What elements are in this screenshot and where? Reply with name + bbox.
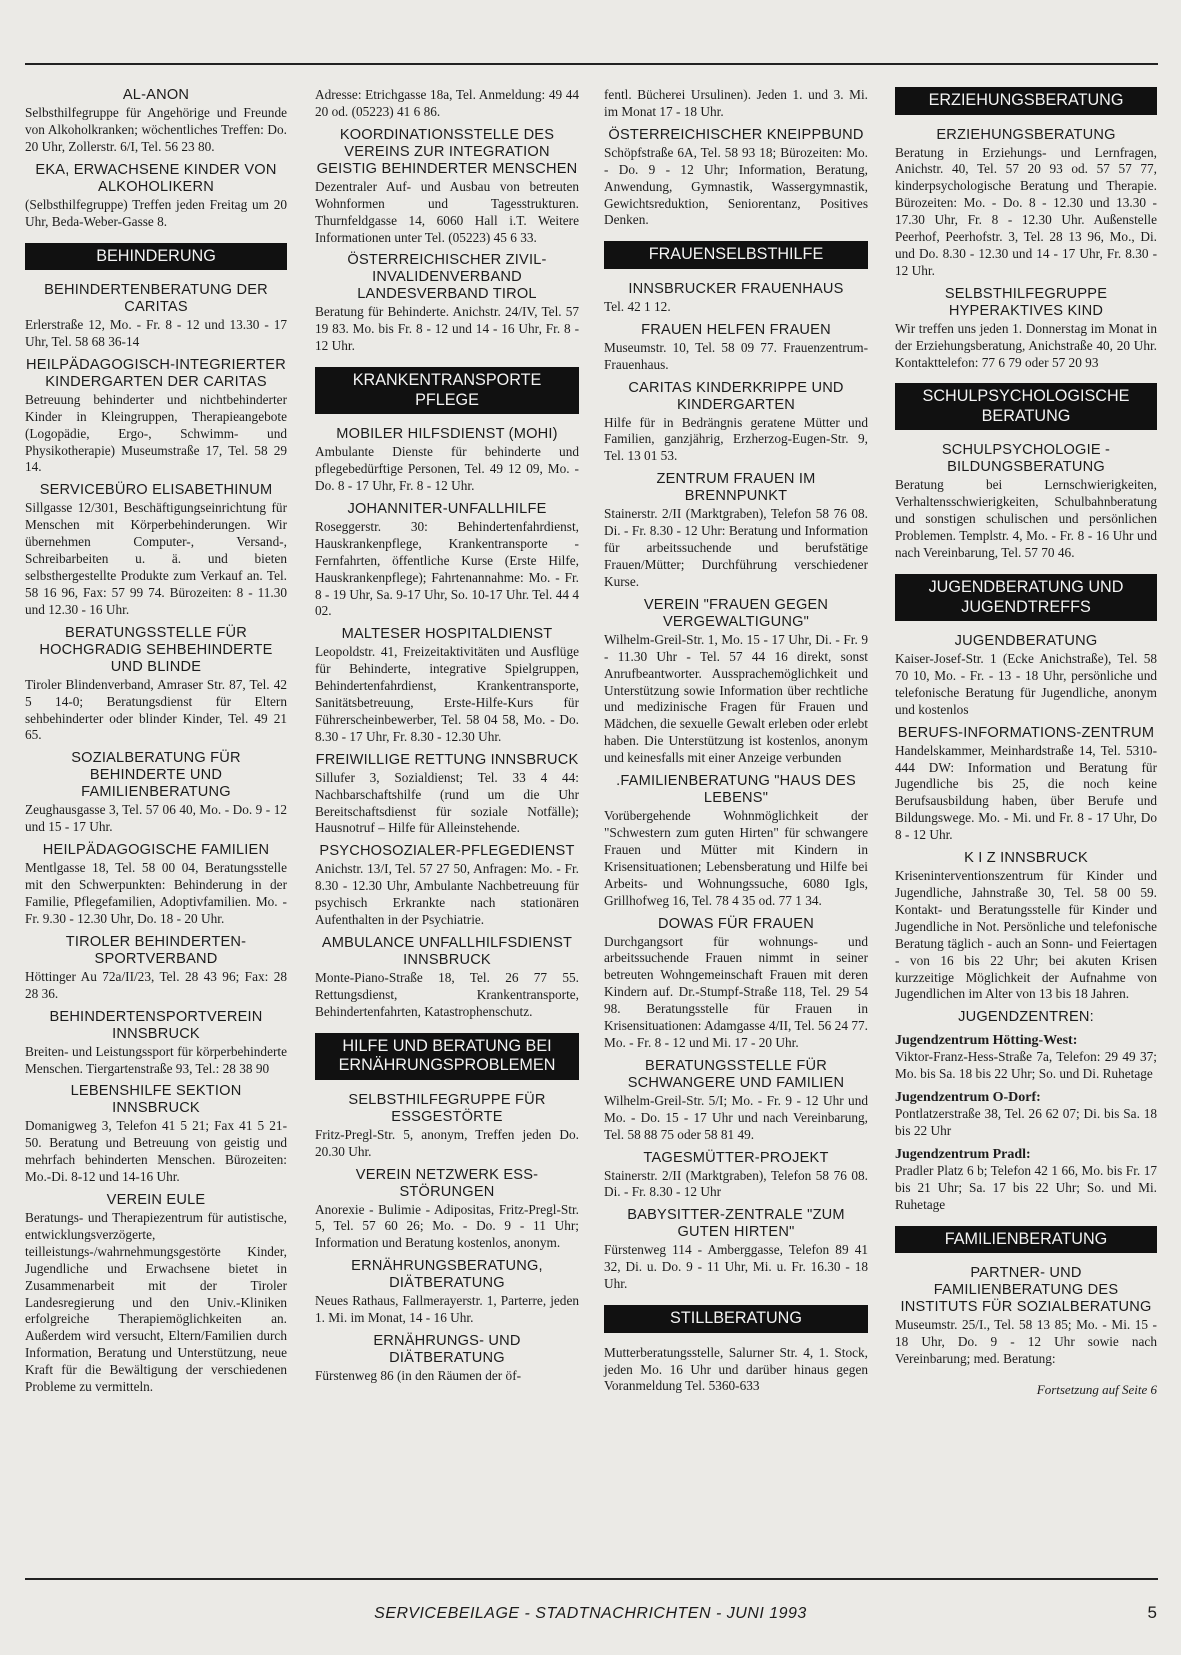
section-header: ERZIEHUNGSBERATUNG <box>895 87 1157 115</box>
entry-body: Stainerstr. 2/II (Marktgraben), Telefon 58 76 08. Di. - Fr. 8.30 - 12 Uhr: Beratung und Information für arbeitssuchende und berufstätige Frauen/Mütter; Durchführung verschiedener Kurse. <box>604 506 868 589</box>
listing-entry <box>604 281 868 316</box>
entry-body: Pontlatzerstraße 38, Tel. 26 62 07; Di. bis Sa. 18 bis 22 Uhr <box>895 1106 1157 1139</box>
entry-heading: MOBILER HILFSDIENST (MOHI) <box>336 426 558 443</box>
column-2 <box>315 87 579 1391</box>
entry-body: Kriseninterventionszentrum für Kinder und Jugendliche, Jahnstraße 30, Tel. 58 00 59. Kontakt- und Beratungsstelle für Kinder und Jugendliche in Not. Persönliche und telefonische Beratung täglich - auch an Sonn- und Feiertagen - von 16 bis 22 Uhr; bei akuten Krisen kurzzeitige Möglichkeit der Aufnahme von Jugendlichen im Alter von 13 bis 18 Jahren. <box>895 868 1157 1002</box>
entry-body: Viktor-Franz-Hess-Straße 7a, Telefon: 29 49 37; Mo. bis Sa. 18 bis 22 Uhr; So. und Di. Ruhetage <box>895 1049 1157 1082</box>
listing-entry <box>604 1345 868 1396</box>
entry-heading: BERATUNGSSTELLE FÜR HOCHGRADIG SEHBEHINDERTE UND BLINDE <box>39 624 273 675</box>
entry-body: Kaiser-Josef-Str. 1 (Ecke Anichstraße), Tel. 58 70 10, Mo. - Fr. - 13 - 18 Uhr, persönliche und telefonische Beratung für Jugendliche, anonym und kostenlos <box>895 651 1157 717</box>
entry-body: fentl. Bücherei Ursulinen). Jeden 1. und 3. Mi. im Monat 17 - 18 Uhr. <box>604 87 868 119</box>
entry-heading: TIROLER BEHINDERTEN-SPORTVERBAND <box>65 933 247 967</box>
entry-heading: AMBULANCE UNFALLHILFSDIENST INNSBRUCK <box>321 935 573 968</box>
section-header: FRAUENSELBSTHILFE <box>604 241 868 269</box>
entry-body: Wilhelm-Greil-Str. 1, Mo. 15 - 17 Uhr, Di. - Fr. 9 - 11.30 Uhr - Tel. 57 44 16 direkt, sonst Anrufbeantworter. Aussprachemöglichkeit und Unterstützung sowie Information über rechtliche und medizinische Fragen für Frauen und Mädchen, die sexuelle Gewalt erleben oder erlebt haben. Die Unterstützung ist kostenlos, anonym und keinesfalls mit einer Anzeige verbunden <box>604 631 868 766</box>
listing-entry <box>315 935 579 1021</box>
listing-entry <box>895 442 1157 562</box>
entry-body: Beratung bei Lernschwierigkeiten, Verhaltensschwierigkeiten, Schulbahnberatung und sonstigen schulischen und persönlichen Problemen. Templstr. 4, Mo. - Fr. 8 - 16 Uhr und nach Vereinbarung, Tel. 57 70 46. <box>895 477 1157 561</box>
entry-heading: .FAMILIENBERATUNG "HAUS DES LEBENS" <box>616 773 856 807</box>
entry-body: Tiroler Blindenverband, Amraser Str. 87, Tel. 42 5 14-0; Beratungsdienst für Eltern sehbehinderter oder blinder Kinder, Tel. 49 21 65. <box>25 676 287 743</box>
entry-body: Sillufer 3, Sozialdienst; Tel. 33 4 44: Nachbarschaftshilfe (rund um die Uhr Bereitschaftsdienst für soziale Notfälle); Hausnotruf – Hilfe für Alleinstehende. <box>315 769 579 836</box>
entry-body: Durchgangsort für wohnungs- und arbeitssuchende Frauen nimmt in seiner betreuten Wohngemeinschaft Frauen mit deren Kindern auf. Dr.-Stumpf-Straße 118, Tel. 29 54 98. Beratungsstelle für Frauen in Krisensituationen: Adamgasse 4/II, Tel. 56 24 77. Mo. - Fr. 8 - 12 und Mi. 17 - 20 Uhr. <box>604 933 868 1050</box>
entry-body: Selbsthilfegruppe für Angehörige und Freunde von Alkoholkranken; wöchentliches Treffen: Do. 20 Uhr, Zollerstr. 6/I, Tel. 56 23 80. <box>25 105 287 154</box>
entry-heading: MALTESER HOSPITALDIENST <box>341 626 553 643</box>
entry-body: Fürstenweg 114 - Amberggasse, Telefon 89 41 32, Di. u. Do. 9 - 11 Uhr, Mi. u. Fr. 16.30 - 18 Uhr. <box>604 1242 868 1292</box>
listing-entry <box>315 843 579 929</box>
entry-body: Fritz-Pregl-Str. 5, anonym, Treffen jeden Do. 20.30 Uhr. <box>315 1126 579 1159</box>
entry-body: Stainerstr. 2/II (Marktgraben), Telefon 58 76 08. Di. - Fr. 8.30 - 12 Uhr <box>604 1167 868 1200</box>
listing-entry <box>604 471 868 591</box>
entry-body: Vorübergehende Wohnmöglichkeit der "Schwestern zum guten Hirten" für schwangere Frauen und Mütter mit Kindern in Krisensituationen; Lebensberatung und Hilfe bei Arbeits- und Wohnungssuche, 6080 Igls, Grillhofweg 16, Tel. 78 4 35 od. 77 1 34. <box>604 808 868 908</box>
entry-heading: FRAUEN HELFEN FRAUEN <box>641 321 831 338</box>
entry-heading: VEREIN EULE <box>106 1192 206 1209</box>
entry-heading: TAGESMÜTTER-PROJEKT <box>643 1149 829 1166</box>
entry-subheading: Jugendzentrum Hötting-West: <box>895 1033 1078 1049</box>
entry-heading: KOORDINATIONSSTELLE DES VEREINS ZUR INTEGRATION GEISTIG BEHINDERTER MENSCHEN <box>316 126 578 177</box>
entry-heading: HEILPÄDAGOGISCH-INTEGRIERTER KINDERGARTEN DER CARITAS <box>26 356 286 390</box>
section-header: SCHULPSYCHOLOGISCHE BERATUNG <box>895 383 1157 430</box>
listing-entry <box>25 282 287 351</box>
entry-body: Mentlgasse 18, Tel. 58 00 04, Beratungsstelle mit den Schwerpunkten: Behinderung in der Familie, Pflegefamilien, Adoptivfamilien. Mo. - Fr. 9.30 - 12.30 Uhr, Do. 18 - 20 Uhr. <box>25 860 287 926</box>
listing-entry <box>604 380 868 466</box>
entry-heading: FREIWILLIGE RETTUNG INNSBRUCK <box>315 751 579 768</box>
listing-entry <box>25 357 287 477</box>
entry-heading: JOHANNITER-UNFALLHILFE <box>347 500 547 517</box>
column-4 <box>895 87 1157 1398</box>
entry-body: Sillgasse 12/301, Beschäftigungseinrichtung für Menschen mit Körperbehinderungen. Wir übernehmen Computer-, Versand-, Schreibarbeiten u. ä. und bieten selbsthergestellte Produkte zum Verkauf an. Tel. 58 16 96, Fax: 57 99 74. Bürozeiten: 8 - 11.30 und 12.30 - 16 Uhr. <box>25 500 287 617</box>
entry-body: Höttinger Au 72a/II/23, Tel. 28 43 96; Fax: 28 28 36. <box>25 968 287 1001</box>
entry-body: Anichstr. 13/I, Tel. 57 27 50, Anfragen: Mo. - Fr. 8.30 - 12.30 Uhr, Ambulante Nachbetreuung für psychisch Erkrankte nach stationären Aufenthalten in der Psychiatrie. <box>315 861 579 928</box>
entry-heading: ERNÄHRUNGS- UND DIÄTBERATUNG <box>373 1333 521 1367</box>
entry-heading: EKA, ERWACHSENE KINDER VON ALKOHOLIKERN <box>35 161 277 195</box>
entry-body: Monte-Piano-Straße 18, Tel. 26 77 55. Rettungsdienst, Krankentransporte, Behindertenfahrten, Katastrophenschutz. <box>315 970 579 1019</box>
section-header: JUGENDBERATUNG UND JUGENDTREFFS <box>895 574 1157 621</box>
entry-heading: SCHULPSYCHOLOGIE - BILDUNGSBERATUNG <box>941 442 1111 476</box>
listing-entry <box>315 87 579 121</box>
listing-entry <box>604 322 868 374</box>
entry-subheading: Jugendzentrum Pradl: <box>895 1146 1031 1162</box>
listing-entry <box>25 934 287 1003</box>
listing-entry <box>25 1192 287 1396</box>
entry-heading: DOWAS FÜR FRAUEN <box>658 915 814 932</box>
entry-body: Beratungs- und Therapiezentrum für autistische, entwicklungsverzögerte, teilleistungs-/wahrnehmungsgestörte Kinder, Jugendliche und Erwachsene bietet in Zusammenarbeit mit der Tiroler Landesregierung und den Univ.-Kliniken erfolgreiche Therapiemöglichkeiten an. Außerdem wird versucht, Eltern/Familien durch Information, Beratung und Unterstützung, neue Kraft für die Bewältigung der verschiedenen Probleme zu vermitteln. <box>25 1210 287 1395</box>
entry-heading: K I Z INNSBRUCK <box>964 850 1088 867</box>
listing-entry <box>604 1058 868 1144</box>
entry-heading: ERNÄHRUNGSBERATUNG, DIÄTBERATUNG <box>351 1258 543 1292</box>
listing-entry <box>25 162 287 231</box>
youth-center-entry <box>895 1146 1157 1214</box>
youth-center-entry <box>895 1032 1157 1083</box>
top-rule <box>25 63 1158 65</box>
entry-heading: INNSBRUCKER FRAUENHAUS <box>628 280 844 297</box>
column-3 <box>604 87 868 1401</box>
entry-heading: SELBSTHILFEGRUPPE FÜR ESSGESTÖRTE <box>348 1091 546 1125</box>
entry-heading: SOZIALBERATUNG FÜR BEHINDERTE UND FAMILIENBERATUNG <box>71 750 241 801</box>
entry-body: Pradler Platz 6 b; Telefon 42 1 66, Mo. bis Fr. 17 bis 21 Uhr; Sa. 17 bis 22 Uhr; So. und Mi. Ruhetage <box>895 1162 1157 1212</box>
listing-entry <box>895 286 1157 372</box>
listing-entry <box>604 1150 868 1202</box>
listing-entry <box>895 1265 1157 1368</box>
entry-heading: SELBSTHILFEGRUPPE HYPERAKTIVES KIND <box>944 285 1108 319</box>
entry-body: Handelskammer, Meinhardstraße 14, Tel. 5310-444 DW: Information und Beratung für Jugendliche bis 25, die noch keine Berufsausbildung haben, über Berufe und Bildungswege. Mo. - Mi. und Fr. 8 - 17 Uhr, Do 8 - 12 Uhr. <box>895 742 1157 843</box>
entry-body: Wilhelm-Greil-Str. 5/I; Mo. - Fr. 9 - 12 Uhr und Mo. - Do. 15 - 17 Uhr und nach Vereinbarung, Tel. 58 88 75 oder 58 81 49. <box>604 1092 868 1142</box>
section-header: BEHINDERUNG <box>25 243 287 271</box>
listing-entry <box>25 750 287 836</box>
entry-heading: AL-ANON <box>122 87 190 103</box>
entry-heading: HEILPÄDAGOGISCHE FAMILIEN <box>42 842 270 859</box>
entry-body: Mutterberatungsstelle, Salurner Str. 4, 1. Stock, jeden Mo. 16 Uhr und darüber hinaus gegen Voranmeldung Tel. 5360-633 <box>604 1344 868 1394</box>
entry-body: Roseggerstr. 30: Behindertenfahrdienst, Hauskrankenpflege, Krankentransporte - Fernfahrten, öffentliche Kurse (Erste Hilfe, Hauskrankenpflege); Fahrtenannahme: Mo. - Fr. 8 - 19 Uhr, Sa. 9-17 Uhr, So. 10-17 Uhr. Tel. 44 4 02. <box>315 518 579 619</box>
entry-body: Adresse: Etrichgasse 18a, Tel. Anmeldung: 49 44 20 od. (05223) 41 6 86. <box>315 87 579 119</box>
section-header: STILLBERATUNG <box>604 1305 868 1333</box>
section-header: KRANKENTRANSPORTE PFLEGE <box>315 367 579 414</box>
entry-heading: ÖSTERREICHISCHER ZIVIL-INVALIDENVERBAND LANDESVERBAND TIROL <box>347 252 547 303</box>
entry-heading: VEREIN NETZWERK ESS-STÖRUNGEN <box>355 1166 539 1200</box>
bottom-rule <box>25 1578 1158 1580</box>
entry-subheading: Jugendzentrum O-Dorf: <box>895 1090 1041 1106</box>
column-1 <box>25 87 287 1402</box>
entry-body: Ambulante Dienste für behinderte und pflegebedürftige Personen, Tel. 49 12 09, Mo. - Do. 8 - 17 Uhr, Fr. 8 - 12 Uhr. <box>315 444 579 493</box>
entry-heading: BABYSITTER-ZENTRALE "ZUM GUTEN HIRTEN" <box>627 1207 845 1241</box>
entry-body: Anorexie - Bulimie - Adipositas, Fritz-Pregl-Str. 5, Tel. 57 60 26; Mo. - Do. 9 - 11 Uhr; Information und Beratung kostenlos, anonym. <box>315 1201 579 1251</box>
entry-body: Dezentraler Auf- und Ausbau von betreuten Wohnformen und Tagesstrukturen. Thurnfeldgasse 14, 6060 Hall i.T. Weitere Informationen unter Tel. (05223) 45 6 33. <box>315 178 579 245</box>
entry-heading: PARTNER- UND FAMILIENBERATUNG DES INSTITUTS FÜR SOZIALBERATUNG <box>900 1265 1152 1316</box>
page-footer: SERVICEBEILAGE - STADTNACHRICHTEN - JUNI 1993 <box>374 1605 807 1622</box>
youth-center-entry <box>895 1089 1157 1140</box>
listing-entry <box>315 127 579 247</box>
listing-entry <box>25 87 287 156</box>
listing-entry <box>604 87 868 121</box>
entry-body: Fürstenweg 86 (in den Räumen der öf- <box>315 1368 522 1384</box>
section-header: FAMILIENBERATUNG <box>895 1226 1157 1254</box>
entry-heading: LEBENSHILFE SEKTION INNSBRUCK <box>70 1083 242 1117</box>
entry-heading: ZENTRUM FRAUEN IM BRENNPUNKT <box>656 471 816 505</box>
page-number: 5 <box>1147 1603 1157 1622</box>
entry-heading: PSYCHOSOZIALER-PFLEGEDIENST <box>319 843 575 860</box>
listing-entry <box>25 1083 287 1186</box>
listing-entry <box>315 426 579 495</box>
entry-body: Breiten- und Leistungssport für körperbehinderte Menschen. Tiergartenstraße 93, Tel.: 28 38 90 <box>25 1043 287 1076</box>
entry-body: Wir treffen uns jeden 1. Donnerstag im Monat in der Erziehungsberatung, Anichstraße 40, 20 Uhr. Kontakttelefon: 77 6 79 oder 57 20 93 <box>895 320 1157 370</box>
entry-body: Neues Rathaus, Fallmerayerstr. 1, Parterre, jeden 1. Mi. im Monat, 14 - 16 Uhr. <box>315 1293 579 1326</box>
entry-heading: BEHINDERTENBERATUNG DER CARITAS <box>44 282 268 316</box>
entry-body: Hilfe für in Bedrängnis geratene Mütter und Familien, ganzjährig, Erzherzog-Eugen-Str. 9, Tel. 13 01 53. <box>604 414 868 464</box>
listing-entry <box>604 597 868 767</box>
listing-entry <box>604 773 868 909</box>
entry-body: Betreuung behinderter und nichtbehinderter Kinder in Kleingruppen, Therapieangebote (Logopädie, Ergo-, Schwimm- und Physikotherapie) Museumstraße 17, Tel. 58 29 14. <box>25 391 287 475</box>
entry-body: Beratung in Erziehungs- und Lernfragen, Anichstr. 40, Tel. 57 20 93 od. 57 57 77, kinderpsychologische Beratung und Therapie. Bürozeiten: Mo. - Do. 8 - 12.30 und 13.30 - 17.30 Uhr, Fr. 8 - 12.30 Uhr. Außenstelle Peerhof, Peerhofstr. 3, Tel. 28 13 96, Mo., Di. und Do. 8.30 - 12.30 und 14 - 17 Uhr, Fr. 8.30 - 12 Uhr. <box>895 144 1157 278</box>
entry-heading: ÖSTERREICHISCHER KNEIPPBUND <box>608 126 864 143</box>
entry-heading: SERVICEBÜRO ELISABETHINUM <box>39 482 273 499</box>
listing-entry <box>315 1092 579 1161</box>
listing-entry <box>25 842 287 928</box>
entry-body: (Selbsthilfegruppe) Treffen jeden Freitag um 20 Uhr, Beda-Weber-Gasse 8. <box>25 196 287 229</box>
entry-heading: ERZIEHUNGSBERATUNG <box>936 126 1116 143</box>
entry-heading: CARITAS KINDERKRIPPE UND KINDERGARTEN <box>628 379 844 413</box>
listing-entry <box>25 482 287 618</box>
entry-body: Leopoldstr. 41, Freizeitaktivitäten und Ausflüge für Behinderte, integrative Spielgruppen, Behindertenfahrdienst, Krankentransporte, Sanitätsbetreuung, Erste-Hilfe-Kurs für Führerscheinbewerber, Tel. 58 04 58, Mo. - Do. 8.30 - 17 Uhr, Fr. 8.30 - 12.30 Uhr. <box>315 644 579 744</box>
listing-entry <box>895 127 1157 280</box>
listing-entry <box>315 1258 579 1327</box>
continued-note: Fortsetzung auf Seite 6 <box>1036 1381 1157 1397</box>
section-header: HILFE UND BERATUNG BEI ERNÄHRUNGSPROBLEMEN <box>315 1033 579 1080</box>
listing-entry <box>604 916 868 1052</box>
entry-body: Domanigweg 3, Telefon 41 5 21; Fax 41 5 21-50. Beratung und Betreuung von geistig und mehrfach behinderten Menschen. Bürozeiten: Mo.-Di. 8-12 und 14-16 Uhr. <box>25 1118 287 1185</box>
entry-heading: BEHINDERTENSPORTVEREIN INNSBRUCK <box>49 1008 263 1042</box>
entry-body: Beratung für Behinderte. Anichstr. 24/IV, Tel. 57 19 83. Mo. bis Fr. 8 - 12 und 14 - 16 Uhr, Fr. 8 - 12 Uhr. <box>315 304 579 354</box>
entry-heading: BERUFS-INFORMATIONS-ZENTRUM <box>897 724 1155 741</box>
listing-entry <box>315 752 579 838</box>
listing-entry <box>315 1333 579 1385</box>
listing-entry <box>25 1009 287 1078</box>
listing-entry <box>604 1207 868 1293</box>
entry-body: Zeughausgasse 3, Tel. 57 06 40, Mo. - Do. 9 - 12 und 15 - 17 Uhr. <box>25 802 287 835</box>
entry-body: Tel. 42 1 12. <box>604 298 671 314</box>
listing-entry <box>315 501 579 620</box>
entry-body: Museumstr. 10, Tel. 58 09 77. Frauenzentrum-Frauenhaus. <box>604 339 868 372</box>
listing-entry <box>604 127 868 230</box>
entry-heading: JUGENDZENTREN: <box>958 1009 1094 1026</box>
entry-heading: BERATUNGSSTELLE FÜR SCHWANGERE UND FAMILIEN <box>627 1057 845 1091</box>
listing-entry <box>895 850 1157 1003</box>
listing-entry <box>895 725 1157 844</box>
entry-heading: JUGENDBERATUNG <box>954 633 1098 649</box>
listing-entry <box>25 625 287 745</box>
listing-entry <box>315 626 579 745</box>
listing-entry <box>315 252 579 355</box>
entry-body: Museumstr. 25/I., Tel. 58 13 85; Mo. - Mi. 15 - 18 Uhr, Do. 9 - 12 Uhr sowie nach Vereinbarung; med. Beratung: <box>895 1317 1157 1366</box>
entry-heading: VEREIN "FRAUEN GEGEN VERGEWALTIGUNG" <box>643 596 829 630</box>
listing-entry <box>895 633 1157 719</box>
entry-body: Schöpfstraße 6A, Tel. 58 93 18; Bürozeiten: Mo. - Do. 9 - 12 Uhr; Information, Beratung, Anwendung, Gymnastik, Wassergymnastik, Gewichtsreduktion, Seniorentanz, Positives Denken. <box>604 144 868 228</box>
entry-body: Erlerstraße 12, Mo. - Fr. 8 - 12 und 13.30 - 17 Uhr, Tel. 58 68 36-14 <box>25 317 287 349</box>
listing-entry <box>895 1009 1157 1026</box>
listing-entry <box>315 1167 579 1253</box>
